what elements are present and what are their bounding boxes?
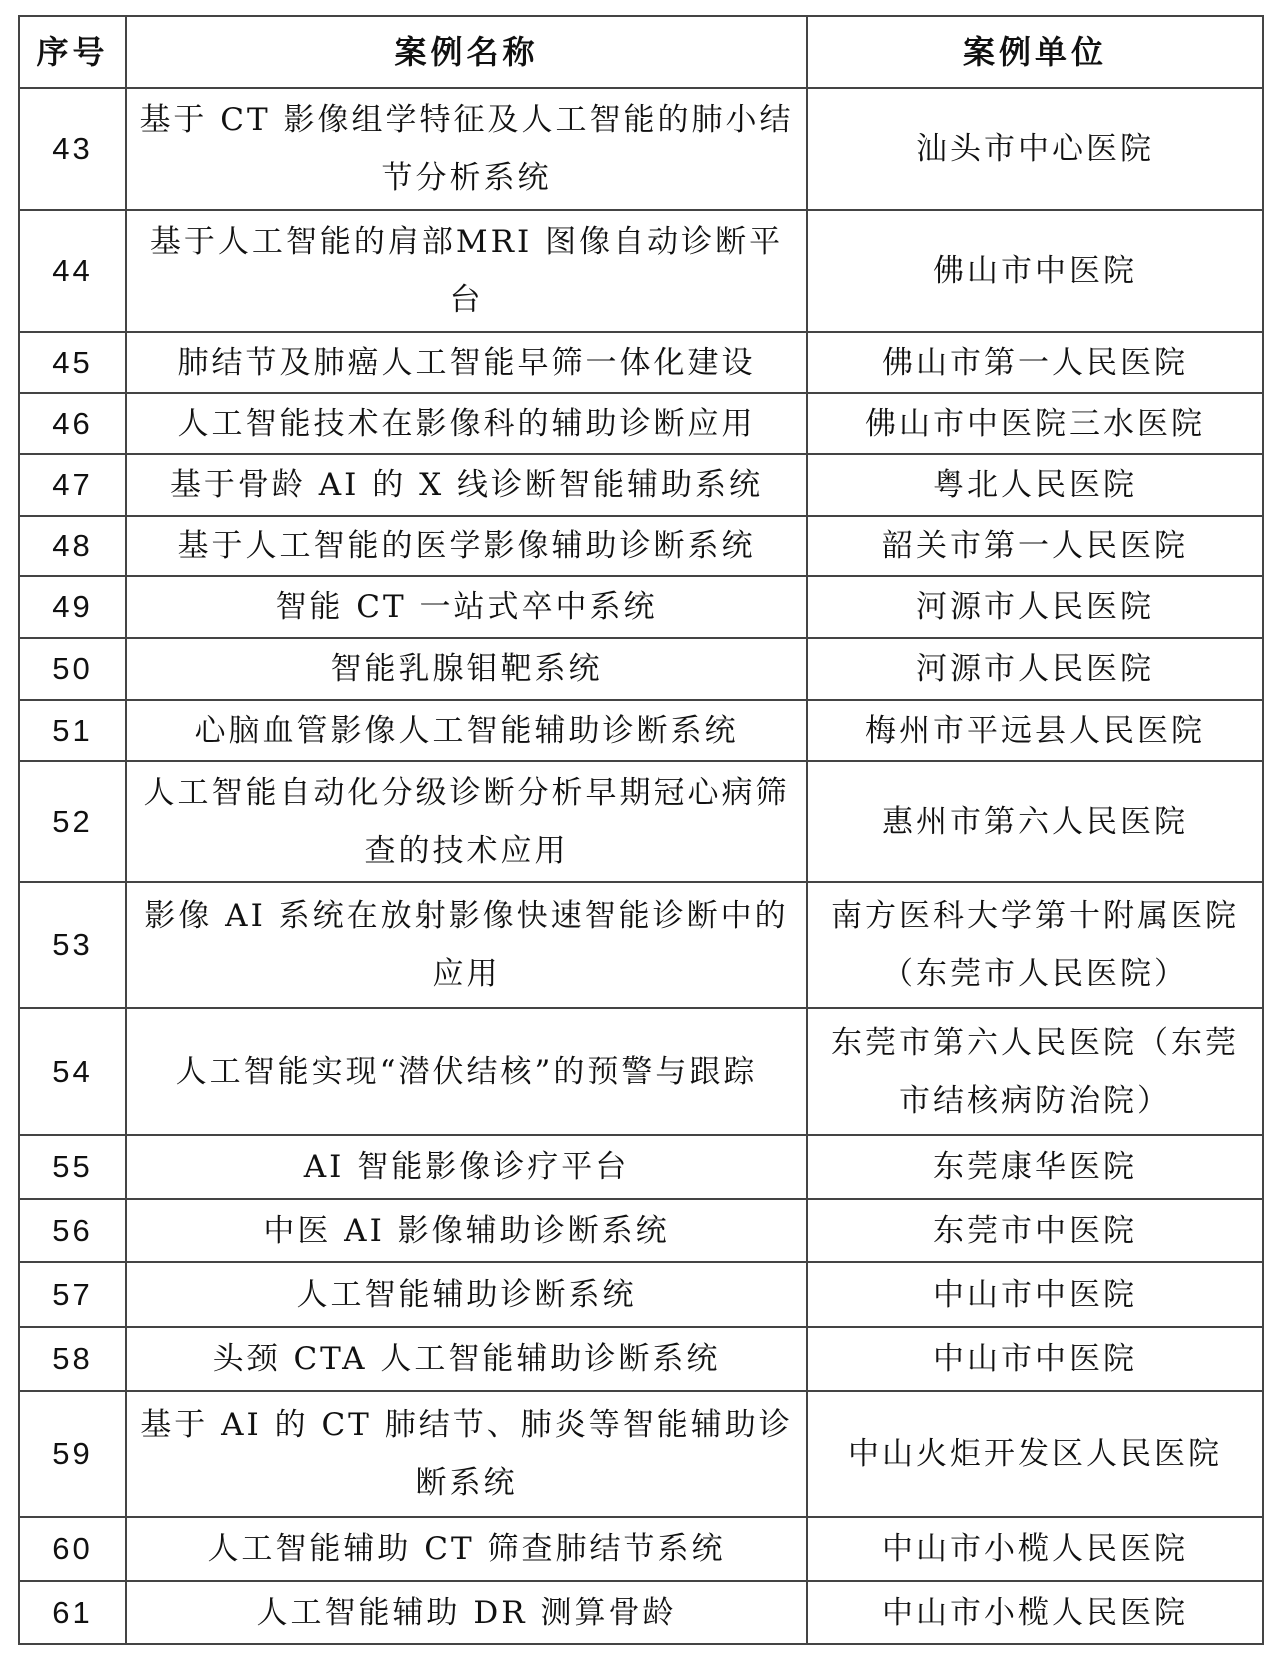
- row-number: 44: [19, 210, 126, 332]
- case-unit: 粤北人民医院: [807, 454, 1263, 516]
- case-name: 心脑血管影像人工智能辅助诊断系统: [126, 700, 807, 761]
- row-number: 48: [19, 516, 126, 576]
- case-unit: 佛山市第一人民医院: [807, 332, 1263, 393]
- table-header-row: [19, 16, 1263, 88]
- case-unit: 佛山市中医院: [807, 210, 1263, 332]
- case-name: 基于骨龄 AI 的 X 线诊断智能辅助系统: [126, 454, 807, 516]
- row-number: 47: [19, 454, 126, 516]
- case-name: 基于人工智能的医学影像辅助诊断系统: [126, 516, 807, 576]
- case-unit: 东莞康华医院: [807, 1135, 1263, 1199]
- case-name: 基于人工智能的肩部MRI 图像自动诊断平台: [126, 210, 807, 332]
- case-unit: 中山火炬开发区人民医院: [807, 1391, 1263, 1517]
- row-number: 49: [19, 576, 126, 638]
- table-row: [19, 638, 1263, 700]
- case-name: 人工智能技术在影像科的辅助诊断应用: [126, 393, 807, 454]
- case-name: 中医 AI 影像辅助诊断系统: [126, 1199, 807, 1262]
- row-number: 56: [19, 1199, 126, 1262]
- table-row: [19, 1391, 1263, 1517]
- table-row: [19, 576, 1263, 638]
- header-case-name: 案例名称: [126, 16, 807, 88]
- row-number: 57: [19, 1262, 126, 1327]
- row-number: 55: [19, 1135, 126, 1199]
- case-name: 人工智能辅助 DR 测算骨龄: [126, 1581, 807, 1644]
- case-list-table: [18, 15, 1264, 1645]
- table-row: [19, 393, 1263, 454]
- table-row: [19, 700, 1263, 761]
- row-number: 45: [19, 332, 126, 393]
- table-row: [19, 88, 1263, 210]
- case-unit: 汕头市中心医院: [807, 88, 1263, 210]
- case-name: 人工智能自动化分级诊断分析早期冠心病筛查的技术应用: [126, 761, 807, 882]
- table-row: [19, 1008, 1263, 1135]
- table-row: [19, 882, 1263, 1008]
- case-unit: 惠州市第六人民医院: [807, 761, 1263, 882]
- case-name: 智能乳腺钼靶系统: [126, 638, 807, 700]
- row-number: 51: [19, 700, 126, 761]
- table-row: [19, 1517, 1263, 1581]
- row-number: 58: [19, 1327, 126, 1391]
- row-number: 61: [19, 1581, 126, 1644]
- case-name: 影像 AI 系统在放射影像快速智能诊断中的应用: [126, 882, 807, 1008]
- case-unit: 佛山市中医院三水医院: [807, 393, 1263, 454]
- case-name: 基于 CT 影像组学特征及人工智能的肺小结节分析系统: [126, 88, 807, 210]
- case-unit: 河源市人民医院: [807, 638, 1263, 700]
- case-name: 基于 AI 的 CT 肺结节、肺炎等智能辅助诊断系统: [126, 1391, 807, 1517]
- table-row: [19, 516, 1263, 576]
- header-case-unit: 案例单位: [807, 16, 1263, 88]
- row-number: 53: [19, 882, 126, 1008]
- case-unit: 中山市小榄人民医院: [807, 1581, 1263, 1644]
- table-row: [19, 210, 1263, 332]
- table-row: [19, 1581, 1263, 1644]
- row-number: 46: [19, 393, 126, 454]
- table-row: [19, 1199, 1263, 1262]
- case-unit: 南方医科大学第十附属医院（东莞市人民医院）: [807, 882, 1263, 1008]
- table-row: [19, 1262, 1263, 1327]
- row-number: 60: [19, 1517, 126, 1581]
- table-body: [19, 88, 1263, 1644]
- row-number: 54: [19, 1008, 126, 1135]
- case-unit: 中山市中医院: [807, 1327, 1263, 1391]
- row-number: 52: [19, 761, 126, 882]
- table-row: [19, 454, 1263, 516]
- header-number: 序号: [19, 16, 126, 88]
- case-unit: 中山市小榄人民医院: [807, 1517, 1263, 1581]
- case-name: 智能 CT 一站式卒中系统: [126, 576, 807, 638]
- case-unit: 中山市中医院: [807, 1262, 1263, 1327]
- case-name: 人工智能辅助 CT 筛查肺结节系统: [126, 1517, 807, 1581]
- row-number: 59: [19, 1391, 126, 1517]
- row-number: 43: [19, 88, 126, 210]
- table-row: [19, 1327, 1263, 1391]
- table-row: [19, 332, 1263, 393]
- row-number: 50: [19, 638, 126, 700]
- case-name: 头颈 CTA 人工智能辅助诊断系统: [126, 1327, 807, 1391]
- case-unit: 东莞市第六人民医院（东莞市结核病防治院）: [807, 1008, 1263, 1135]
- case-unit: 梅州市平远县人民医院: [807, 700, 1263, 761]
- case-name: 人工智能辅助诊断系统: [126, 1262, 807, 1327]
- table-row: [19, 1135, 1263, 1199]
- case-name: AI 智能影像诊疗平台: [126, 1135, 807, 1199]
- case-name: 肺结节及肺癌人工智能早筛一体化建设: [126, 332, 807, 393]
- table-row: [19, 761, 1263, 882]
- case-unit: 河源市人民医院: [807, 576, 1263, 638]
- case-unit: 韶关市第一人民医院: [807, 516, 1263, 576]
- case-name: 人工智能实现“潜伏结核”的预警与跟踪: [126, 1008, 807, 1135]
- case-unit: 东莞市中医院: [807, 1199, 1263, 1262]
